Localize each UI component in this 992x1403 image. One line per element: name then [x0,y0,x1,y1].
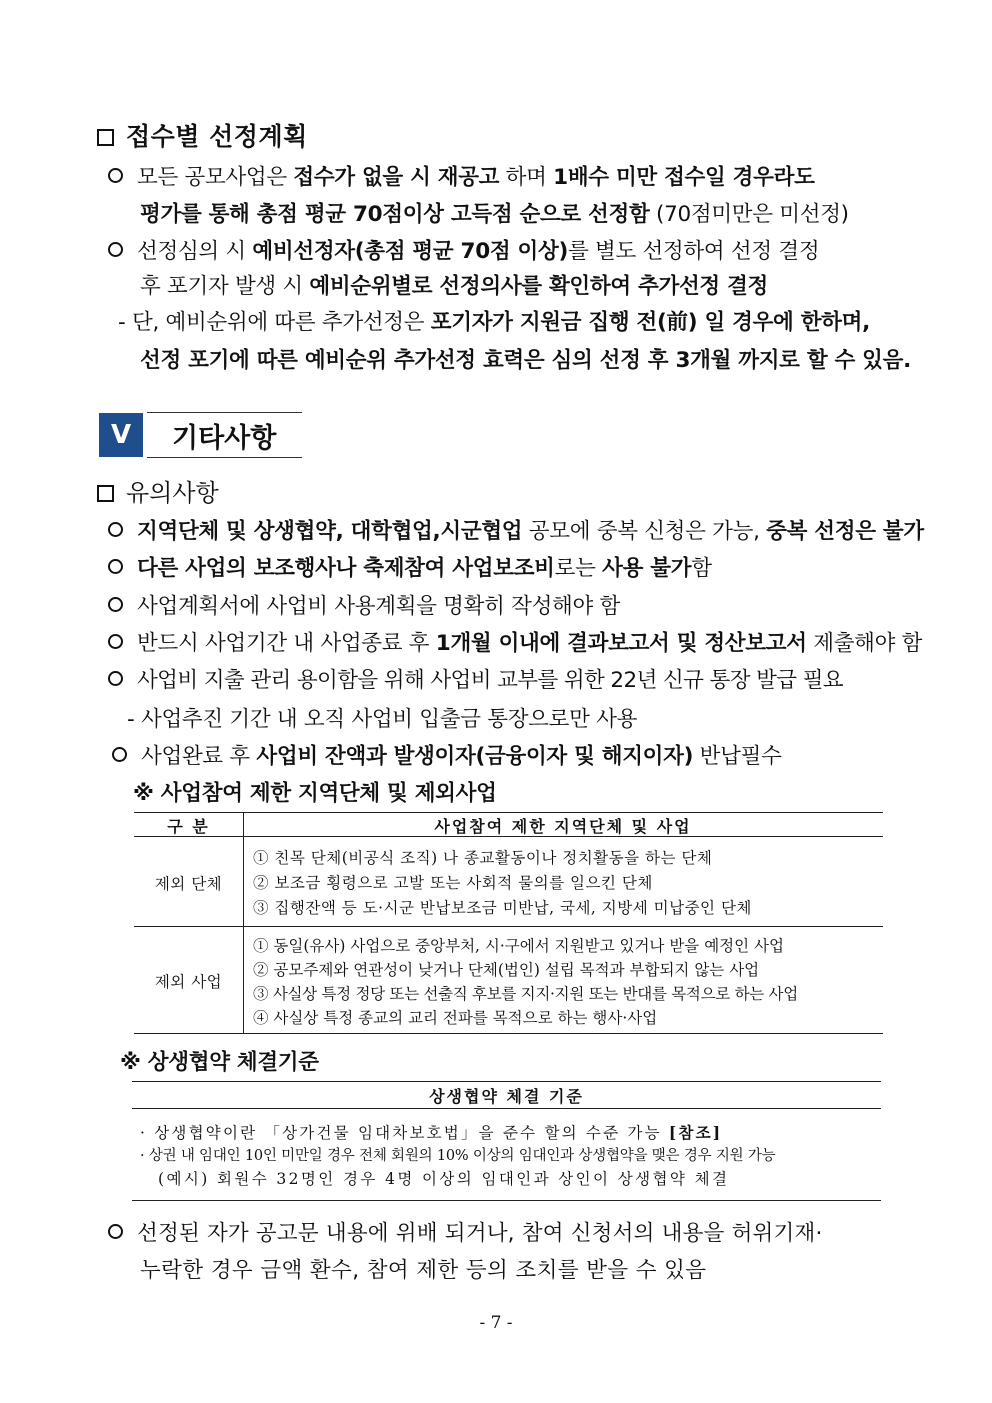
coexist-rule-header [132,1108,881,1109]
note-item-1: 지역단체 및 상생협약, 대학협업,시군협업 공모에 중복 신청은 가능, 중복 선정은 불가 [108,514,924,545]
circle-bullet-icon [108,597,123,612]
circle-bullet-icon [108,168,123,183]
plan-item-2: 선정심의 시 예비선정자(총점 평균 70점 이상)를 별도 선정하여 선정 결정 [108,234,819,265]
coexist-rule-top [132,1081,881,1082]
notes-heading: 유의사항 [97,473,219,508]
circle-bullet-icon [108,559,123,574]
final-item-cont: 누락한 경우 금액 환수, 참여 제한 등의 조치를 받을 수 있음 [140,1258,707,1283]
table-vertical-divider [243,812,244,1033]
section-v-bottom-rule [147,457,302,458]
table-row-label: 제외 사업 [154,973,223,991]
table-rule-bottom [134,1033,883,1034]
note-item-3: 사업계획서에 사업비 사용계획을 명확히 작성해야 함 [108,589,620,620]
note-item-6: 사업완료 후 사업비 잔액과 발생이자(금융이자 및 해지이자) 반납필수 [112,739,782,770]
coexist-line-2: · 상권 내 임대인 10인 미만일 경우 전체 회원의 10% 이상의 임대인과 상생협약을 맺은 경우 지원 가능 [140,1148,776,1164]
section-heading-plan: 접수별 선정계획 [97,117,308,153]
checkbox-square-icon [97,129,114,146]
note-item-4: 반드시 사업기간 내 사업종료 후 1개월 이내에 결과보고서 및 정산보고서 제출해야 함 [108,626,922,657]
table-row-item: ② 공모주제와 연관성이 낮거나 단체(법인) 설립 목적과 부합되지 않는 사업 [253,961,760,979]
table-rule-top [134,812,883,813]
coexist-rule-bottom [132,1200,881,1201]
section-v-title: 기타사항 [172,423,277,454]
restrict-heading: ※ 사업참여 제한 지역단체 및 제외사업 [133,781,497,806]
coexist-table-header: 상생협약 체결 기준 [429,1087,584,1106]
table-rule-mid [134,926,883,927]
note-item-5-sub: - 사업추진 기간 내 오직 사업비 입출금 통장으로만 사용 [127,707,638,732]
note-item-5: 사업비 지출 관리 용이함을 위해 사업비 교부를 위한 22년 신규 통장 발급 필요 [108,663,843,694]
circle-bullet-icon [112,747,127,762]
section-v-number-box: V [99,413,143,457]
plan-item-1: 모든 공모사업은 접수가 없을 시 재공고 하며 1배수 미만 접수일 경우라도 [108,160,815,191]
table-row-item: ④ 사실상 특정 종교의 교리 전파를 목적으로 하는 행사·사업 [253,1009,658,1027]
circle-bullet-icon [108,1224,123,1239]
section-v-top-rule [147,412,302,413]
table-row-item: ③ 사실상 특정 정당 또는 선출직 후보를 지지·지원 또는 반대를 목적으로 하는 사업 [253,985,798,1003]
circle-bullet-icon [108,522,123,537]
table-header-col2: 사업참여 제한 지역단체 및 사업 [434,817,692,836]
circle-bullet-icon [108,634,123,649]
coexist-line-3: (예시) 회원수 32명인 경우 4명 이상의 임대인과 상인이 상생협약 체결 [158,1170,730,1188]
checkbox-square-icon [97,485,114,502]
table-header-col1: 구 분 [167,817,210,836]
table-row-item: ① 동일(유사) 사업으로 중앙부처, 시·구에서 지원받고 있거나 받을 예정인 사업 [253,937,784,955]
coexist-heading: ※ 상생협약 체결기준 [120,1050,319,1075]
table-row-label: 제외 단체 [154,875,223,893]
circle-bullet-icon [108,671,123,686]
coexist-line-1: · 상생협약이란 「상가건물 임대차보호법」을 준수 할의 수준 가능 [참조] [140,1123,723,1142]
plan-note: - 단, 예비순위에 따른 추가선정은 포기자가 지원금 집행 전(前) 일 경우에 한하며, [118,310,870,335]
plan-note-cont: 선정 포기에 따른 예비순위 추가선정 효력은 심의 선정 후 3개월 까지로 할 수 있음. [140,348,911,373]
table-row-item: ① 친목 단체(비공식 조직) 나 종교활동이나 정치활동을 하는 단체 [253,849,713,867]
note-item-2: 다른 사업의 보조행사나 축제참여 사업보조비로는 사용 불가함 [108,551,712,582]
table-row-item: ③ 집행잔액 등 도·시군 반납보조금 미반납, 국세, 지방세 미납중인 단체 [253,899,752,917]
page-number: - 7 - [479,1313,513,1333]
table-row-item: ② 보조금 횡령으로 고발 또는 사회적 물의를 일으킨 단체 [253,874,653,892]
final-item: 선정된 자가 공고문 내용에 위배 되거나, 참여 신청서의 내용을 허위기재· [108,1216,822,1247]
plan-item-1-cont: 평가를 통해 총점 평균 70점이상 고득점 순으로 선정함 (70점미만은 미선정) [140,202,849,227]
circle-bullet-icon [108,242,123,257]
plan-item-2-cont: 후 포기자 발생 시 예비순위별로 선정의사를 확인하여 추가선정 결정 [140,274,769,299]
